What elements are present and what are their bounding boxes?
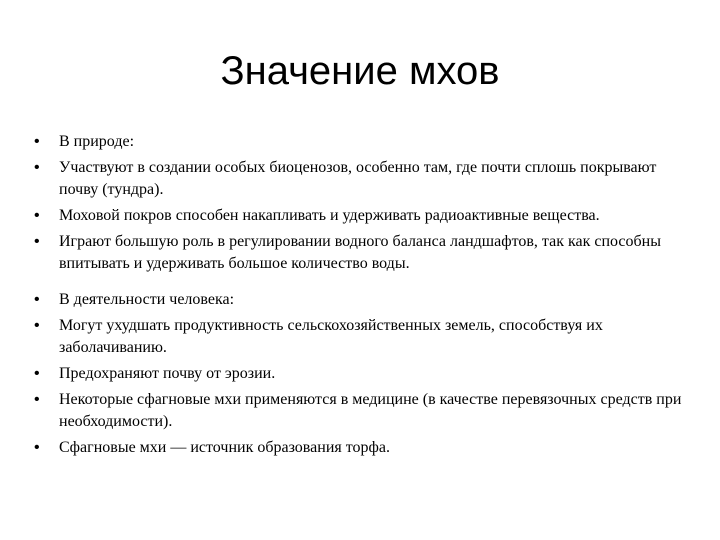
bullet-item xyxy=(34,437,684,459)
bullet-item xyxy=(34,363,684,385)
bullet-text: Некоторые сфагновые мхи применяются в медицине (в качестве перевязочных средств при необходимости). xyxy=(59,391,682,430)
bullet-icon: • xyxy=(34,439,40,456)
bullet-icon: • xyxy=(34,365,40,382)
bullet-icon: • xyxy=(34,391,40,408)
bullet-text: Играют большую роль в регулировании водного баланса ландшафтов, так как способны впитывать и удерживать большое количество воды. xyxy=(59,233,661,272)
bullet-icon: • xyxy=(34,291,40,308)
bullet-text: Могут ухудшать продуктивность сельскохозяйственных земель, способствуя их заболачиванию. xyxy=(59,317,603,356)
bullet-item xyxy=(34,315,684,359)
bullet-text: Предохраняют почву от эрозии. xyxy=(59,365,276,382)
bullet-item xyxy=(34,131,684,153)
bullet-text: В деятельности человека: xyxy=(59,291,235,308)
bullet-icon: • xyxy=(34,233,40,250)
bullet-text: Моховой покров способен накапливать и удерживать радиоактивные вещества. xyxy=(59,207,600,224)
bullet-icon: • xyxy=(34,317,40,334)
bullet-item xyxy=(34,389,684,433)
bullet-icon: • xyxy=(34,207,40,224)
bullet-item xyxy=(34,289,684,311)
bullet-icon: • xyxy=(34,159,40,176)
bullet-list xyxy=(34,131,684,463)
bullet-item xyxy=(34,205,684,227)
slide-title: Значение мхов xyxy=(220,49,500,93)
bullet-text: Сфагновые мхи — источник образования торфа. xyxy=(59,439,390,456)
bullet-item xyxy=(34,231,684,275)
bullet-text: Участвуют в создании особых биоценозов, особенно там, где почти сплошь покрывают почву (тундра). xyxy=(59,159,657,198)
bullet-item xyxy=(34,157,684,201)
bullet-text: В природе: xyxy=(59,133,135,150)
bullet-icon: • xyxy=(34,133,40,150)
